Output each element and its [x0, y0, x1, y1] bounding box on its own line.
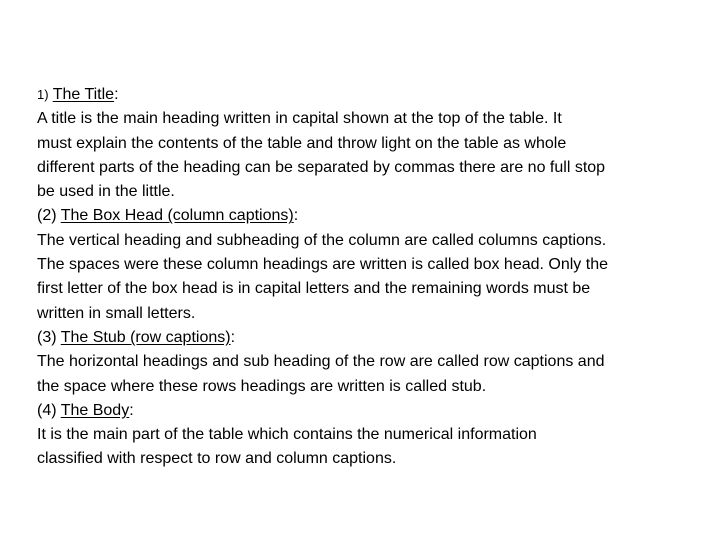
section-4-line-1: It is the main part of the table which contains the numerical information: [37, 426, 537, 444]
section-1-line-4: be used in the little.: [37, 183, 175, 201]
section-1-colon: :: [114, 86, 119, 103]
section-3-colon: :: [230, 328, 236, 346]
section-3-title: The Stub (row captions): [60, 328, 231, 346]
section-2-heading: [37, 204, 697, 228]
section-3-heading: [37, 326, 697, 350]
section-2-line-1: The vertical heading and subheading of the column are called columns captions.: [37, 231, 607, 249]
section-1-number: 1): [37, 87, 49, 102]
section-1-heading: [37, 83, 697, 107]
section-2-title: The Box Head (column captions): [60, 207, 294, 225]
text-body: [37, 83, 697, 472]
section-3-number: (3): [37, 328, 57, 346]
section-2-colon: :: [293, 207, 299, 225]
section-4-number: (4): [37, 401, 57, 419]
section-1-line-1: A title is the main heading written in capital shown at the top of the table. It: [37, 110, 562, 128]
section-2-line-2: The spaces were these column headings are written is called box head. Only the: [37, 256, 608, 274]
section-1-line-3: different parts of the heading can be separated by commas there are no full stop: [37, 158, 606, 176]
section-3-line-2: the space where these rows headings are written is called stub.: [37, 377, 487, 395]
section-4-title: The Body: [60, 401, 130, 419]
section-1-line-2: must explain the contents of the table and throw light on the table as whole: [37, 134, 567, 152]
section-2-line-4: written in small letters.: [37, 304, 196, 322]
section-4-heading: [37, 399, 697, 423]
section-2-line-3: first letter of the box head is in capital letters and the remaining words must be: [37, 280, 591, 298]
section-2-number: (2): [37, 207, 57, 225]
section-4-colon: :: [129, 401, 134, 419]
section-4-line-2: classified with respect to row and column captions.: [37, 450, 397, 468]
section-3-line-1: The horizontal headings and sub heading of the row are called row captions and: [37, 353, 605, 371]
section-1-title: The Title: [52, 86, 115, 103]
